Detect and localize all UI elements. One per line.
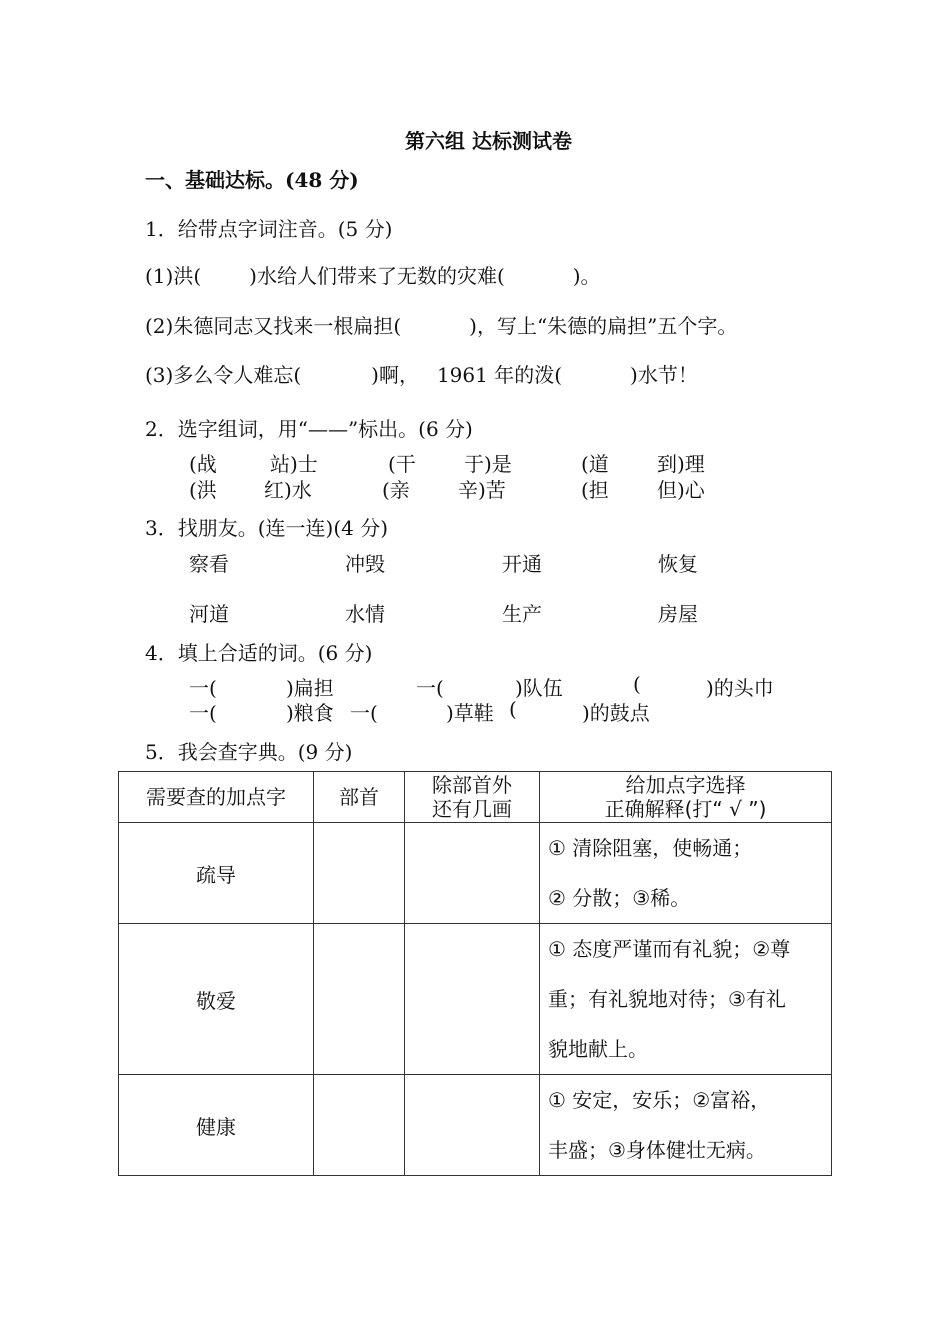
q4-blank-5a: 一( (350, 701, 378, 725)
q4-blank-6b: )的鼓点 (582, 701, 650, 725)
q2-choice-5b: 辛)苦 (458, 478, 506, 502)
row-2-word: 敬爱 (119, 924, 314, 1075)
q3-bottom-word-3[interactable]: 生产 (502, 602, 542, 626)
q2-choice-4a: (洪 (189, 478, 217, 502)
q2-choice-3b: 到)理 (657, 452, 705, 476)
q2-choice-5a: (亲 (382, 478, 410, 502)
row-2-meaning-line-3: 貌地献上。 (548, 1037, 648, 1061)
q2-choice-4b: 红)水 (264, 478, 312, 502)
row-2-meanings[interactable] (540, 924, 832, 1075)
question-5-heading: 5．我会查字典。(9 分) (145, 740, 353, 764)
q1-item-3 (145, 359, 698, 388)
row-3-meanings[interactable] (540, 1075, 832, 1176)
header-radical: 部首 (314, 772, 405, 823)
q4-blank-3a: ( (633, 672, 641, 696)
question-4-heading: 4．填上合适的词。(6 分) (145, 641, 373, 665)
q4-blank-1b: )扁担 (286, 676, 334, 700)
page-title: 第六组 达标测试卷 (405, 129, 572, 153)
q4-blank-4b: )粮食 (286, 701, 334, 725)
row-2-meaning-line-1: ① 态度严谨而有礼貌；②尊 (548, 937, 791, 961)
row-3-radical-cell[interactable] (314, 1075, 405, 1176)
q3-top-word-4[interactable]: 恢复 (658, 552, 698, 576)
q1-item-2 (145, 310, 737, 339)
question-1-heading: 1．给带点字词注音。(5 分) (145, 217, 393, 241)
q1-item-1 (145, 260, 601, 289)
header-meaning (540, 772, 832, 823)
header-strokes-line-1: 除部首外 (432, 773, 512, 797)
row-1-word: 疏导 (119, 823, 314, 924)
q1-item-1-part-b: )水给人们带来了无数的灾难( (249, 264, 505, 288)
row-3-meaning-line-2: 丰盛；③身体健壮无病。 (548, 1138, 766, 1162)
header-strokes-line-2: 还有几画 (432, 797, 512, 821)
q2-choice-6b: 但)心 (657, 478, 705, 502)
q4-blank-1a: 一( (189, 676, 217, 700)
table-header-row (119, 772, 832, 823)
q1-item-3-part-b: )啊， (371, 363, 419, 387)
q1-item-1-part-c: )。 (572, 264, 601, 288)
q3-top-word-3[interactable]: 开通 (502, 552, 542, 576)
q4-blank-4a: 一( (189, 701, 217, 725)
question-3-heading: 3．找朋友。(连一连)(4 分) (145, 516, 389, 540)
q2-choice-1b: 站)士 (270, 452, 318, 476)
header-meaning-line-2: 正确解释(打“ √ ”) (604, 797, 767, 821)
row-1-meaning-line-1: ① 清除阻塞，使畅通； (548, 836, 753, 860)
row-3-word: 健康 (119, 1075, 314, 1176)
row-2-meaning-line-2: 重；有礼貌地对待；③有礼 (548, 987, 786, 1011)
row-1-meaning-line-2: ② 分散；③稀。 (548, 886, 691, 910)
header-strokes (405, 772, 540, 823)
table-row (119, 823, 832, 924)
q1-item-3-part-d: )水节！ (630, 363, 698, 387)
q1-item-3-part-a: (3)多么令人难忘( (145, 363, 302, 387)
q2-choice-3a: (道 (581, 452, 609, 476)
question-2-heading: 2．选字组词，用“——”标出。(6 分) (145, 417, 473, 441)
section-heading: 一、基础达标。(48 分) (145, 168, 359, 192)
q3-bottom-word-4[interactable]: 房屋 (658, 602, 698, 626)
q2-choice-2a: (干 (388, 452, 416, 476)
row-1-radical-cell[interactable] (314, 823, 405, 924)
q1-item-1-part-a: (1)洪( (145, 264, 202, 288)
q3-top-word-1[interactable]: 察看 (189, 552, 229, 576)
q4-blank-5b: )草鞋 (446, 701, 494, 725)
row-3-meaning-line-1: ① 安定，安乐；②富裕， (548, 1088, 771, 1112)
row-2-radical-cell[interactable] (314, 924, 405, 1075)
row-1-strokes-cell[interactable] (405, 823, 540, 924)
q1-item-2-part-a: (2)朱德同志又找来一根扁担( (145, 314, 402, 338)
header-word: 需要查的加点字 (119, 772, 314, 823)
q4-blank-2a: 一( (416, 676, 444, 700)
q1-item-2-part-b: )，写上“朱德的扁担”五个字。 (469, 314, 738, 338)
q2-choice-1a: (战 (189, 452, 217, 476)
q1-item-3-part-c: 1961 年的泼( (436, 363, 563, 387)
q3-top-word-2[interactable]: 冲毁 (345, 552, 385, 576)
q2-choice-6a: (担 (581, 478, 609, 502)
q4-blank-2b: )队伍 (515, 676, 563, 700)
q3-bottom-word-1[interactable]: 河道 (189, 602, 229, 626)
q3-bottom-word-2[interactable]: 水情 (345, 602, 385, 626)
q4-blank-6a: ( (509, 697, 517, 721)
row-3-strokes-cell[interactable] (405, 1075, 540, 1176)
header-meaning-line-1: 给加点字选择 (625, 773, 746, 797)
q2-choice-2b: 于)是 (464, 452, 512, 476)
table-row (119, 924, 832, 1075)
row-1-meanings[interactable] (540, 823, 832, 924)
row-2-strokes-cell[interactable] (405, 924, 540, 1075)
q4-blank-3b: )的头巾 (706, 676, 774, 700)
dictionary-table (118, 771, 832, 1176)
table-row (119, 1075, 832, 1176)
